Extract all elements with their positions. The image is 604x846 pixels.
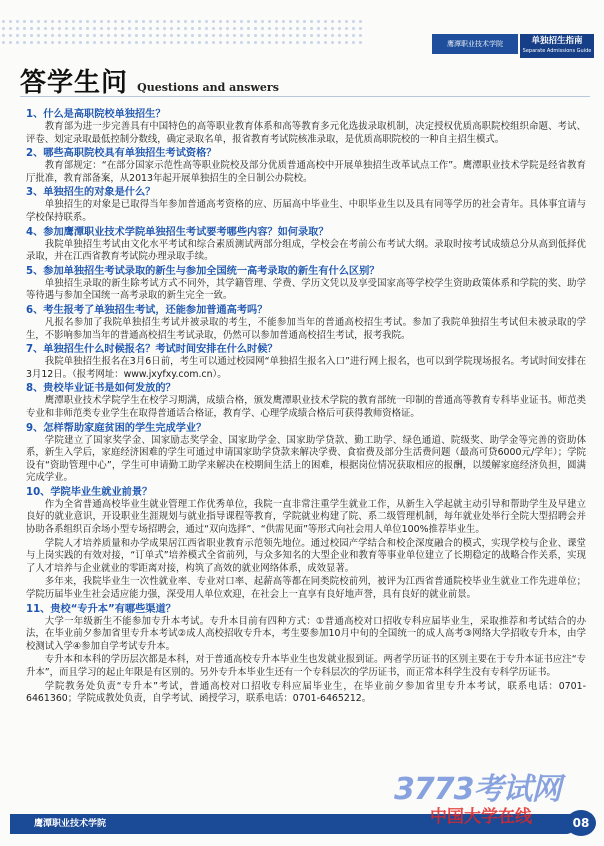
dot-pattern — [0, 18, 365, 48]
answer-10-para-1: 作为全省普通高校毕业生就业管理工作优秀单位，我院一直非常注重学生就业工作，从新生入学起就主动引导和帮助学生及早建立良好的就业意识，开设职业生涯规划与就业指导课程等教育，学院就业构建了院、系二级管理机制，每年就业处举行全院大型招聘会并协助各系组织百余场小型专场招聘会，通过“双向选择”、“供需见面”等形式向社会用人单位100%推荐毕业生。 — [26, 498, 586, 536]
answer-10-para-2: 学院人才培养质量和办学成果居江西省职业教育示范领先地位。通过校园产学结合和校企深度融合的模式，实现学校与企业、课堂与上岗实践的有效对接，“订单式”培养模式全省前列，与众多知名的大型企业和教育等事业单位建立了长期稳定的战略合作关系，实现了人才培养与企业就业的零距离对接，构筑了高效的就业网络体系，成效显著。 — [26, 537, 586, 574]
title-divider — [20, 96, 590, 97]
question-11: 11、贵校“专升本”有哪些渠道？ — [26, 603, 176, 615]
answer-3: 单独招生的对象是已取得当年参加普通高考资格的应、历届高中毕业生、中职毕业生以及具有同等学历的社会青年。具体事宜请与学校保持联系。 — [26, 199, 586, 223]
page-title — [20, 62, 279, 99]
question-9: 9、怎样帮助家庭贫困的学生完成学业？ — [26, 422, 207, 434]
answer-5: 单独招生录取的新生除考试方式不同外，其学籍管理、学费、学历文凭以及享受国家高等学校学生资助政策体系和学院的奖、助学等待遇与参加全国统一高考录取的新生完全一致。 — [26, 277, 586, 302]
guide-title-cn: 单独招生指南 — [531, 36, 583, 46]
question-6: 6、考生报考了单独招生考试，还能参加普通高考吗？ — [26, 304, 268, 316]
page-header — [0, 14, 604, 54]
question-7: 7、单独招生什么时候报名？考试时间安排在什么时候？ — [26, 344, 278, 356]
page-number: 08 — [566, 810, 596, 836]
header-guide-tab — [520, 34, 594, 58]
answer-1: 教育部为进一步完善具有中国特色的高等职业教育体系和高等教育多元化选拔录取机制，决定授权优质高职院校组织命题、考试、评卷、划定录取最低控制分数线，确定录取名单，报省教育考试院核准录取，是优质高职院校的一种自主招生模式。 — [26, 121, 586, 145]
header-school-tab: 鹰潭职业技术学院 — [432, 34, 518, 54]
answer-11-para-3: 学院教务处负责“专升本”考试，普通高校对口招收专科应届毕业生，在毕业前夕参加省里专升本考试，联系电话：0701-6461360；学院成教处负责，自学考试、函授学习，联系电话：0701-6465212。 — [26, 680, 586, 705]
watermark-brand: 中国大学在线 — [430, 807, 532, 827]
question-10: 10、学院毕业生就业前景？ — [26, 486, 153, 498]
answer-7: 我院单独招生报名在3月6日前，考生可以通过校园网“单独招生报名入口”进行网上报名，也可以到学院现场报名。考试时间安排在3月12日。（报考网址：www.jxyfxy.com.cn）。 — [26, 356, 586, 380]
guide-title-en: Separate Admissions Guide — [522, 48, 592, 54]
title-cn: 答学生问 — [20, 68, 129, 98]
title-en: Questions and answers — [137, 81, 279, 94]
question-4: 4、参加鹰潭职业技术学院单独招生考试要考哪些内容？如何录取？ — [26, 226, 329, 238]
answer-9: 学院建立了国家奖学金、国家励志奖学金、国家助学金、国家助学贷款、勤工助学、绿色通道、院级奖、助学金等完善的资助体系，新生入学后，家庭经济困难的学生可通过申请国家助学贷款来解决学费、食宿费及部分生活费问题（最高可贷6000元/学年）；学院设有“资助管理中心”，学生可申请勤工助学来解决在校期间生活上的困难，根据岗位情况获取相应的报酬，以缓解家庭经济负担，圆满完成学业。 — [26, 434, 586, 484]
answer-6: 凡报名参加了我院单独招生考试并被录取的考生，不能参加当年的普通高校招生考试。参加了我院单独招生考试但未被录取的学生，不影响参加当年的普通高校招生考试录取，仍然可以参加普通高校招生考试，报考我院。 — [26, 316, 586, 341]
watermark-site: 3773考试网 — [394, 772, 561, 807]
answer-11-para-1: 大学一年级新生不能参加专升本考试。专升本目前有四种方式：①普通高校对口招收专科应届毕业生，采取推荐和考试结合的办法，在毕业前夕参加省里专升本考试②成人高校招收专升本，考生要参加10月中旬的全国统一的成人高考③网络大学招收专升本，由学校测试入学④参加自学考试专升本。 — [26, 615, 586, 652]
question-8: 8、贵校毕业证书是如何发放的？ — [26, 383, 176, 395]
answer-4: 我院单独招生考试由文化水平考试和综合素质测试两部分组成，学校会在考前公布考试大纲。录取时按考试成绩总分从高到低择优录取，并在江西省教育考试院办理录取手续。 — [26, 238, 586, 263]
answer-11-para-2: 专升本和本科的学历层次都是本科，对于普通高校专升本毕业生也发就业报到证。两者学历证书的区别主要在于专升本证书应注“专升本”，而且学习的起止年限是有区别的。另外专升本毕业生还有一个专科层次的学历证书，而正常本科学生没有专科学历证书。 — [26, 654, 586, 678]
qa-list — [26, 108, 586, 707]
question-3: 3、单独招生的对象是什么？ — [26, 187, 156, 199]
question-2: 2、哪些高职院校具有单独招生考试资格？ — [26, 148, 217, 160]
answer-10-para-3: 多年来，我院毕业生一次性就业率、专业对口率、起薪高等都在同类院校前列，被评为江西省普通院校毕业生就业工作先进单位；学院历届毕业生社会适应能力强，深受用人单位欢迎，在社会上一直享有良好地声誉，具有良好的就业前景。 — [26, 576, 586, 601]
footer-school: 鹰潭职业技术学院 — [34, 819, 107, 829]
question-1: 1、什么是高职院校单独招生？ — [26, 109, 166, 120]
question-5: 5、参加单独招生考试录取的新生与参加全国统一高考录取的新生有什么区别？ — [26, 265, 380, 277]
answer-2: 教育部规定：“在部分国家示范性高等职业院校及部分优质普通高校中开展单独招生改革试点工作”。鹰潭职业技术学院是经省教育厅批准，教育部备案，从2013年起开展单独招生的全日制公办院校。 — [26, 160, 586, 184]
answer-8: 鹰潭职业技术学院学生在校学习期满，成绩合格，颁发鹰潭职业技术学院的教育部统一印制的普通高等教育专科毕业证书。师范类专业和非师范类专业学生在取得普通话合格证，教育学、心理学成绩合格后可获得教师资格证。 — [26, 395, 586, 419]
